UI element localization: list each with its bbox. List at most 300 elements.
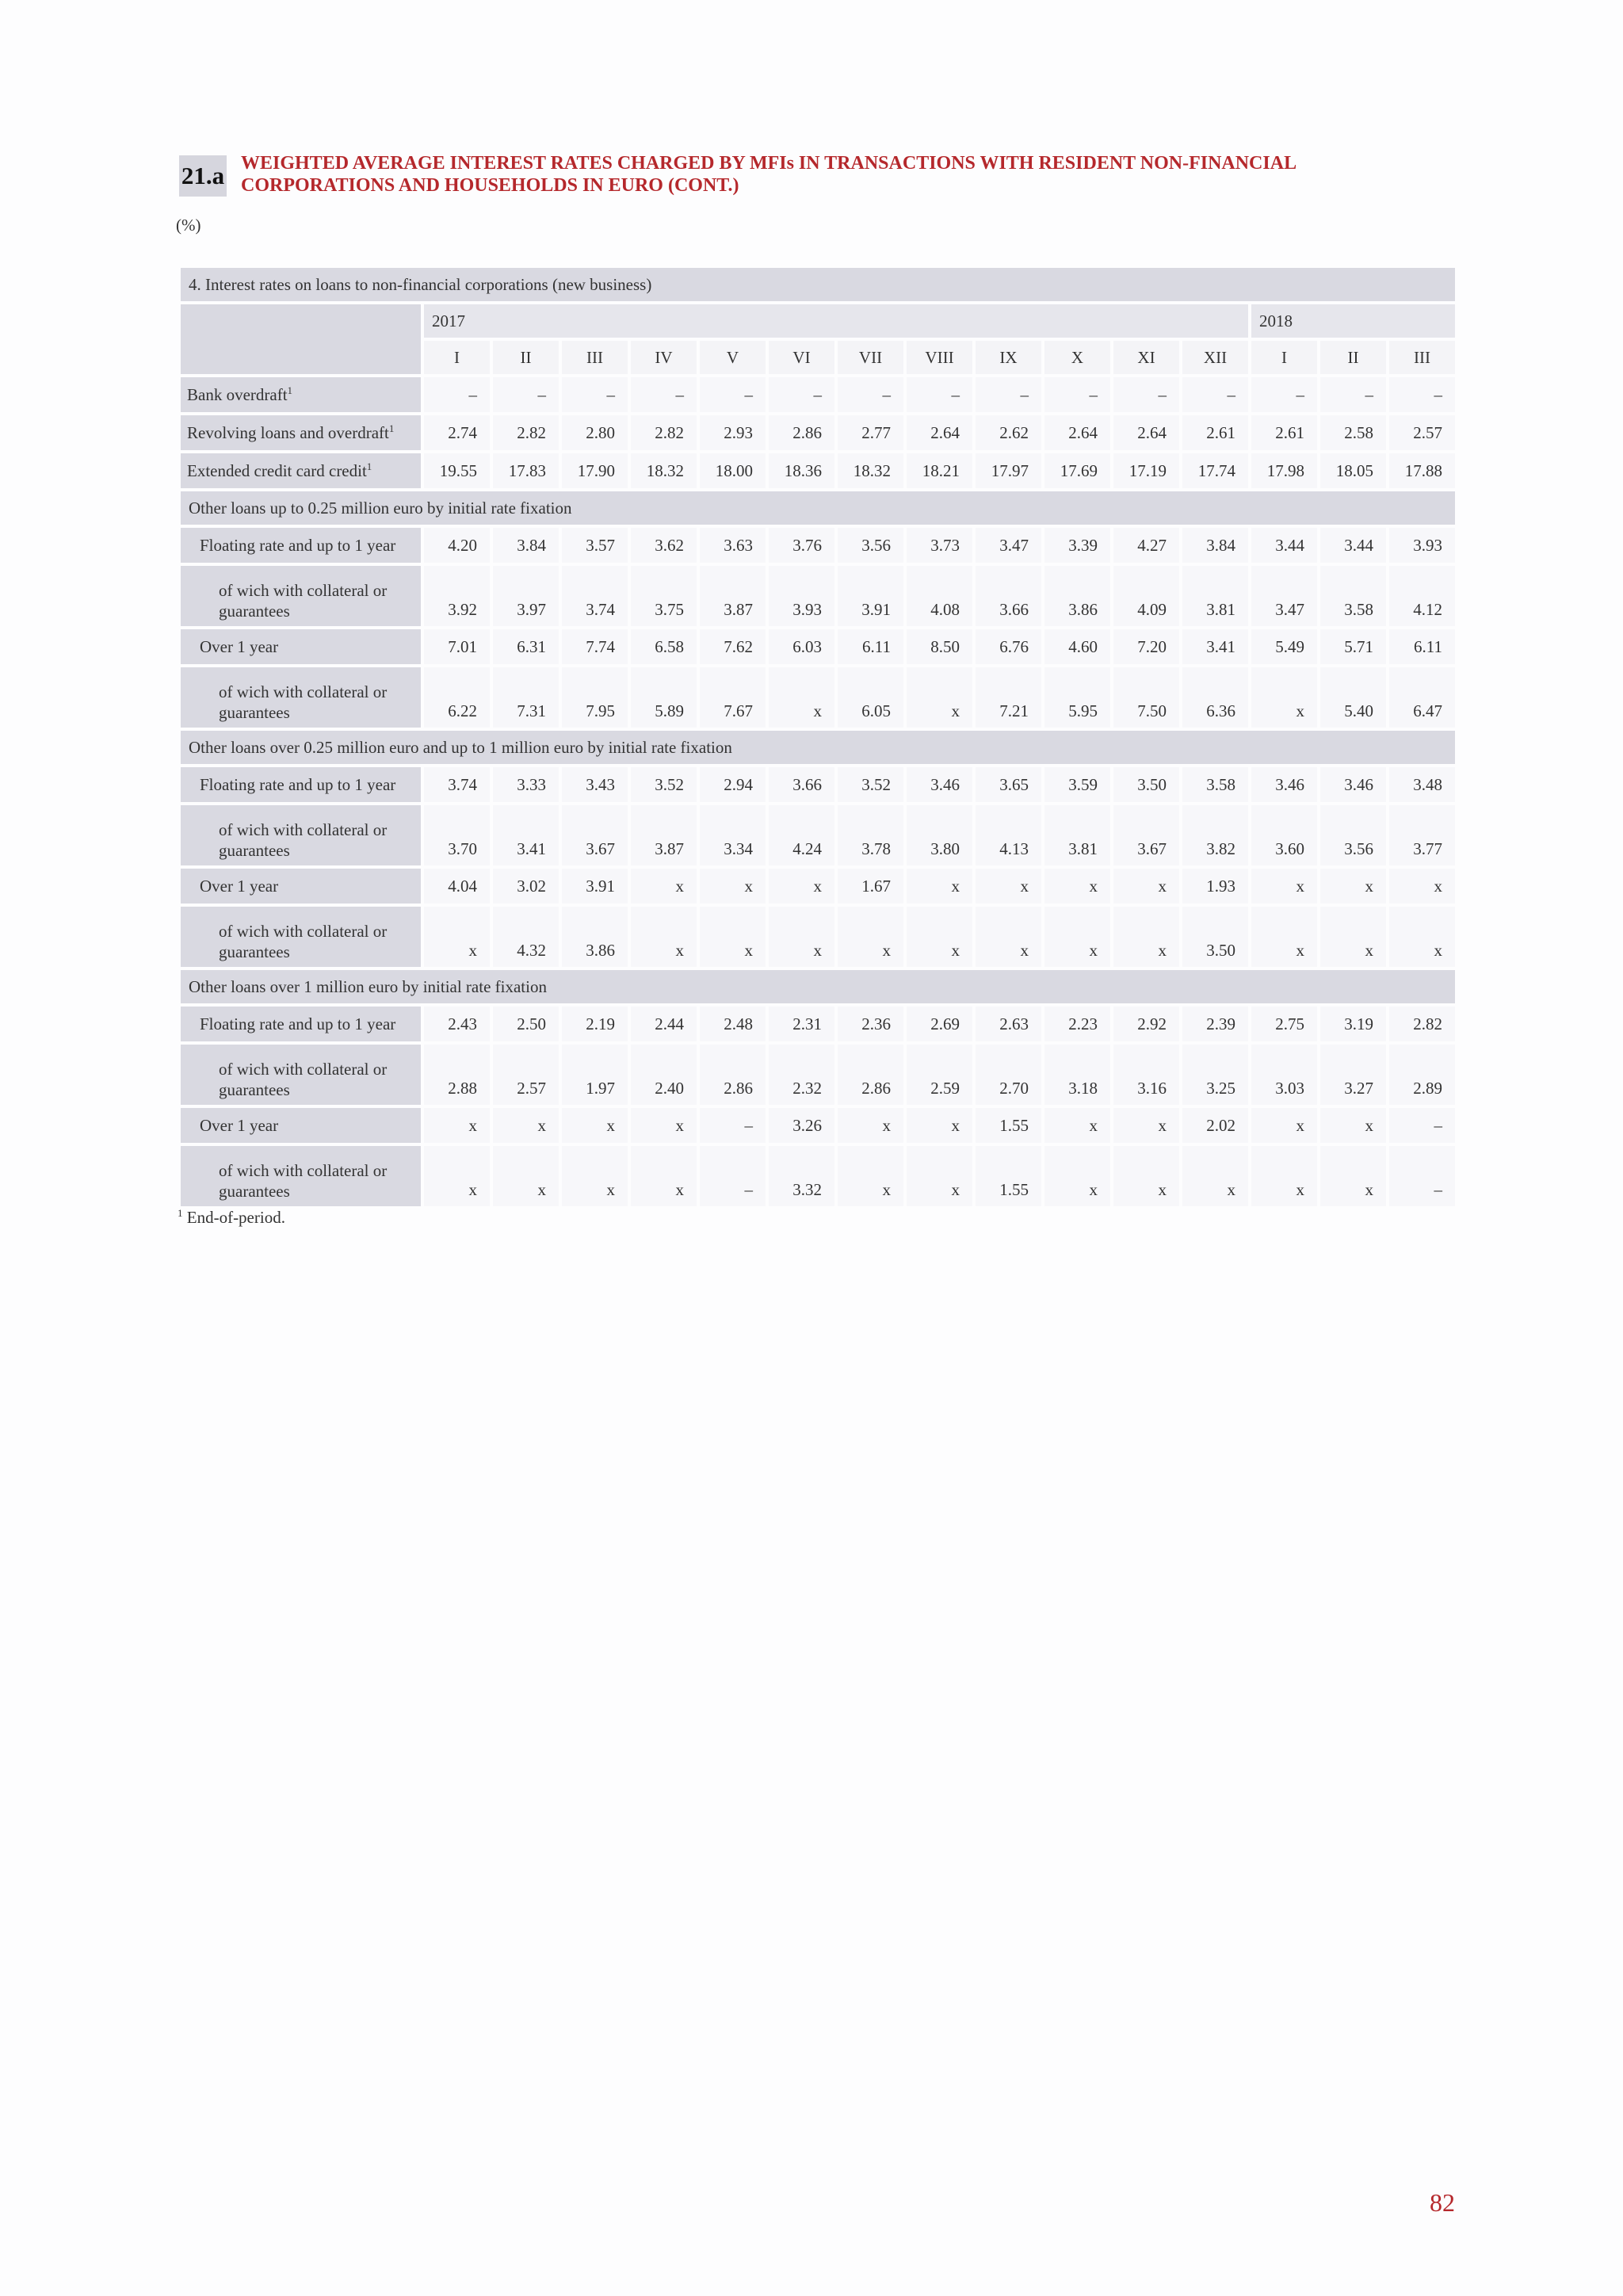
- table-cell: –: [1251, 377, 1317, 412]
- table-row: [181, 1007, 1455, 1041]
- table-cell: 3.82: [1182, 805, 1248, 865]
- row-label: [181, 566, 421, 626]
- table-cell: x: [1251, 667, 1317, 728]
- table-cell: 1.67: [838, 869, 903, 904]
- month-header: VII: [838, 341, 903, 374]
- table-cell: 7.62: [700, 629, 766, 664]
- table-cell: 2.75: [1251, 1007, 1317, 1041]
- table-cell: 3.59: [1044, 767, 1110, 802]
- table-cell: 2.36: [838, 1007, 903, 1041]
- table-cell: 3.46: [1320, 767, 1386, 802]
- table-row: [181, 566, 1455, 626]
- table-cell: 3.63: [700, 528, 766, 563]
- table-cell: 3.81: [1044, 805, 1110, 865]
- table-cell: 5.40: [1320, 667, 1386, 728]
- table-cell: 3.86: [1044, 566, 1110, 626]
- page-number: 82: [1430, 2188, 1455, 2217]
- table-cell: x: [493, 1146, 559, 1206]
- table-number: 21.a: [179, 155, 227, 197]
- footnote-ref: 1: [287, 384, 293, 396]
- table-cell: x: [1113, 869, 1179, 904]
- table-header: [179, 152, 1463, 198]
- row-label-text: Bank overdraft: [187, 385, 288, 404]
- table-cell: x: [1389, 869, 1455, 904]
- table-cell: 5.95: [1044, 667, 1110, 728]
- table-cell: 3.27: [1320, 1045, 1386, 1105]
- table-cell: x: [562, 1108, 628, 1143]
- table-cell: x: [424, 1108, 490, 1143]
- group-title: Other loans over 1 million euro by initial rate fixation: [181, 970, 1455, 1003]
- month-header: III: [1389, 341, 1455, 374]
- table-cell: 1.55: [976, 1108, 1041, 1143]
- footnote-ref: 1: [366, 460, 372, 472]
- table-cell: x: [1113, 1146, 1179, 1206]
- table-cell: 6.11: [838, 629, 903, 664]
- table-cell: 2.61: [1251, 415, 1317, 450]
- month-header: IV: [631, 341, 697, 374]
- table-cell: 3.74: [562, 566, 628, 626]
- table-cell: 2.43: [424, 1007, 490, 1041]
- table-cell: 3.92: [424, 566, 490, 626]
- table-cell: 2.23: [1044, 1007, 1110, 1041]
- row-label: [181, 1146, 421, 1206]
- month-header: VIII: [907, 341, 972, 374]
- table-cell: 3.18: [1044, 1045, 1110, 1105]
- table-title: [241, 152, 1461, 197]
- group-title: Other loans over 0.25 million euro and up to 1 million euro by initial rate fixation: [181, 731, 1455, 764]
- row-label-line: of wich with collateral or: [219, 820, 388, 839]
- table-cell: 2.31: [769, 1007, 834, 1041]
- table-cell: 7.95: [562, 667, 628, 728]
- row-label-line: of wich with collateral or: [219, 682, 388, 701]
- table-row: [181, 629, 1455, 664]
- table-cell: –: [1320, 377, 1386, 412]
- row-label: [181, 1045, 421, 1105]
- table-cell: 1.93: [1182, 869, 1248, 904]
- row-label-text: Over 1 year: [200, 877, 279, 896]
- table-cell: 2.82: [1389, 1007, 1455, 1041]
- table-cell: x: [631, 869, 697, 904]
- table-cell: 6.31: [493, 629, 559, 664]
- section-title: 4. Interest rates on loans to non-financial corporations (new business): [181, 268, 1455, 301]
- table-cell: –: [1044, 377, 1110, 412]
- month-header: III: [562, 341, 628, 374]
- table-cell: 3.34: [700, 805, 766, 865]
- table-cell: 3.02: [493, 869, 559, 904]
- month-header: IX: [976, 341, 1041, 374]
- footnote: [178, 1208, 285, 1228]
- table-cell: 3.81: [1182, 566, 1248, 626]
- footnote-ref: 1: [388, 422, 395, 434]
- table-cell: 18.36: [769, 453, 834, 488]
- table-cell: 2.64: [1113, 415, 1179, 450]
- table-cell: 3.47: [976, 528, 1041, 563]
- table-cell: 2.69: [907, 1007, 972, 1041]
- table-cell: x: [976, 907, 1041, 967]
- table-cell: 18.00: [700, 453, 766, 488]
- row-label: [181, 629, 421, 664]
- table-cell: 2.88: [424, 1045, 490, 1105]
- table-cell: x: [1320, 869, 1386, 904]
- table-cell: 7.67: [700, 667, 766, 728]
- table-cell: –: [769, 377, 834, 412]
- table-cell: 7.31: [493, 667, 559, 728]
- month-header: XII: [1182, 341, 1248, 374]
- table-row: [181, 453, 1455, 488]
- table-cell: x: [838, 1146, 903, 1206]
- table-cell: x: [424, 907, 490, 967]
- table-cell: 3.25: [1182, 1045, 1248, 1105]
- row-label: [181, 667, 421, 728]
- row-label-line: guarantees: [219, 841, 290, 860]
- table-cell: 6.36: [1182, 667, 1248, 728]
- table-cell: 3.60: [1251, 805, 1317, 865]
- table-cell: –: [1389, 377, 1455, 412]
- month-header: VI: [769, 341, 834, 374]
- row-label-text: Extended credit card credit: [187, 461, 367, 480]
- table-cell: x: [907, 869, 972, 904]
- table-cell: 5.49: [1251, 629, 1317, 664]
- table-cell: 2.94: [700, 767, 766, 802]
- unit-label: (%): [176, 216, 201, 235]
- table-cell: 4.20: [424, 528, 490, 563]
- table-cell: 3.46: [1251, 767, 1317, 802]
- table-cell: x: [1320, 907, 1386, 967]
- table-cell: 3.76: [769, 528, 834, 563]
- table-cell: x: [976, 869, 1041, 904]
- row-label-line: of wich with collateral or: [219, 1161, 388, 1180]
- table-cell: –: [1182, 377, 1248, 412]
- table-cell: x: [838, 907, 903, 967]
- table-cell: 4.12: [1389, 566, 1455, 626]
- table-cell: 3.93: [769, 566, 834, 626]
- table-cell: 2.40: [631, 1045, 697, 1105]
- table-cell: 19.55: [424, 453, 490, 488]
- table-cell: 3.56: [838, 528, 903, 563]
- table-cell: 1.97: [562, 1045, 628, 1105]
- table-cell: 3.43: [562, 767, 628, 802]
- table-cell: 3.52: [631, 767, 697, 802]
- table-cell: –: [1389, 1108, 1455, 1143]
- row-label: [181, 869, 421, 904]
- table-cell: 3.03: [1251, 1045, 1317, 1105]
- table-cell: 2.86: [700, 1045, 766, 1105]
- row-label: [181, 805, 421, 865]
- table-cell: 2.70: [976, 1045, 1041, 1105]
- table-cell: 18.32: [631, 453, 697, 488]
- table-cell: 3.78: [838, 805, 903, 865]
- table-cell: 3.86: [562, 907, 628, 967]
- header-corner: [181, 304, 421, 374]
- table-cell: x: [769, 907, 834, 967]
- row-label: [181, 907, 421, 967]
- footnote-text: End-of-period.: [186, 1208, 285, 1227]
- table-row: [181, 415, 1455, 450]
- table-row: [181, 528, 1455, 563]
- table-cell: 4.04: [424, 869, 490, 904]
- table-cell: 6.47: [1389, 667, 1455, 728]
- month-header: I: [1251, 341, 1317, 374]
- table-cell: 3.26: [769, 1108, 834, 1143]
- table-cell: –: [700, 1146, 766, 1206]
- table-cell: 2.64: [907, 415, 972, 450]
- table-cell: 7.74: [562, 629, 628, 664]
- table-cell: 17.97: [976, 453, 1041, 488]
- table-cell: –: [562, 377, 628, 412]
- table-cell: 4.24: [769, 805, 834, 865]
- table-cell: x: [1044, 1108, 1110, 1143]
- table-cell: –: [838, 377, 903, 412]
- table-cell: 4.27: [1113, 528, 1179, 563]
- table-cell: 2.74: [424, 415, 490, 450]
- row-label: [181, 1108, 421, 1143]
- month-header: I: [424, 341, 490, 374]
- table-cell: 3.87: [700, 566, 766, 626]
- table-cell: x: [1251, 907, 1317, 967]
- year-2017: 2017: [424, 304, 1248, 338]
- table-cell: x: [700, 907, 766, 967]
- table-cell: x: [769, 667, 834, 728]
- table-cell: 6.58: [631, 629, 697, 664]
- table-cell: 1.55: [976, 1146, 1041, 1206]
- year-header-row: [181, 304, 1455, 338]
- table-cell: x: [1251, 869, 1317, 904]
- table-cell: x: [907, 667, 972, 728]
- table-row: [181, 1045, 1455, 1105]
- table-row: [181, 1108, 1455, 1143]
- table-cell: 3.62: [631, 528, 697, 563]
- group-title-row: [181, 491, 1455, 525]
- table-cell: 7.50: [1113, 667, 1179, 728]
- table-row: [181, 1146, 1455, 1206]
- row-label-text: Floating rate and up to 1 year: [200, 536, 396, 555]
- table-cell: 3.67: [562, 805, 628, 865]
- table-cell: 2.82: [631, 415, 697, 450]
- row-label-line: guarantees: [219, 1182, 290, 1201]
- table-cell: 17.74: [1182, 453, 1248, 488]
- year-2018: 2018: [1251, 304, 1455, 338]
- table-cell: 6.76: [976, 629, 1041, 664]
- table-cell: x: [769, 869, 834, 904]
- table-cell: 4.08: [907, 566, 972, 626]
- table-cell: x: [1251, 1146, 1317, 1206]
- table-cell: x: [1320, 1146, 1386, 1206]
- table-cell: 6.22: [424, 667, 490, 728]
- table-cell: 18.21: [907, 453, 972, 488]
- table-cell: 3.93: [1389, 528, 1455, 563]
- table-cell: 3.80: [907, 805, 972, 865]
- table-cell: x: [838, 1108, 903, 1143]
- table-cell: x: [1320, 1108, 1386, 1143]
- table-cell: 3.84: [1182, 528, 1248, 563]
- table-cell: 4.60: [1044, 629, 1110, 664]
- table-cell: 4.13: [976, 805, 1041, 865]
- table-cell: 3.41: [1182, 629, 1248, 664]
- table-cell: 2.57: [493, 1045, 559, 1105]
- table-row: [181, 907, 1455, 967]
- table-cell: 3.91: [562, 869, 628, 904]
- table-cell: 2.89: [1389, 1045, 1455, 1105]
- month-header: X: [1044, 341, 1110, 374]
- table-cell: x: [1182, 1146, 1248, 1206]
- month-header: II: [1320, 341, 1386, 374]
- row-label-text: Over 1 year: [200, 637, 279, 656]
- table-cell: 3.67: [1113, 805, 1179, 865]
- group-title-row: [181, 970, 1455, 1003]
- table-cell: 3.70: [424, 805, 490, 865]
- table-cell: 7.20: [1113, 629, 1179, 664]
- table-cell: 6.03: [769, 629, 834, 664]
- table-cell: 2.58: [1320, 415, 1386, 450]
- table-cell: 3.66: [976, 566, 1041, 626]
- table-cell: 3.48: [1389, 767, 1455, 802]
- footnote-marker: 1: [178, 1207, 183, 1219]
- row-label-line: guarantees: [219, 602, 290, 621]
- table-cell: x: [631, 1108, 697, 1143]
- table-cell: 3.65: [976, 767, 1041, 802]
- row-label: [181, 453, 421, 488]
- table-cell: 17.88: [1389, 453, 1455, 488]
- table-cell: 2.82: [493, 415, 559, 450]
- table-cell: 7.01: [424, 629, 490, 664]
- row-label-text: Floating rate and up to 1 year: [200, 775, 396, 794]
- table-cell: 2.86: [838, 1045, 903, 1105]
- row-label-line: of wich with collateral or: [219, 922, 388, 941]
- table-cell: x: [631, 1146, 697, 1206]
- table-cell: 17.83: [493, 453, 559, 488]
- table-cell: 3.46: [907, 767, 972, 802]
- row-label: [181, 528, 421, 563]
- table-cell: 2.62: [976, 415, 1041, 450]
- table-cell: 3.87: [631, 805, 697, 865]
- row-label-text: Over 1 year: [200, 1116, 279, 1135]
- table-cell: 3.33: [493, 767, 559, 802]
- table-cell: 3.50: [1113, 767, 1179, 802]
- table-cell: 3.52: [838, 767, 903, 802]
- table-cell: x: [1044, 869, 1110, 904]
- table-cell: x: [562, 1146, 628, 1206]
- table-cell: x: [1389, 907, 1455, 967]
- table-cell: 3.56: [1320, 805, 1386, 865]
- table-cell: 5.71: [1320, 629, 1386, 664]
- table-cell: 2.57: [1389, 415, 1455, 450]
- table-cell: 2.50: [493, 1007, 559, 1041]
- row-label-line: guarantees: [219, 1080, 290, 1099]
- table-cell: 4.32: [493, 907, 559, 967]
- table-cell: x: [1044, 907, 1110, 967]
- table-cell: 3.47: [1251, 566, 1317, 626]
- title-line-2: CORPORATIONS AND HOUSEHOLDS IN EURO (CONT.): [241, 175, 739, 196]
- table-cell: 18.05: [1320, 453, 1386, 488]
- table-cell: 2.59: [907, 1045, 972, 1105]
- table-cell: –: [424, 377, 490, 412]
- table-cell: 3.41: [493, 805, 559, 865]
- table-cell: 2.80: [562, 415, 628, 450]
- table-cell: 3.97: [493, 566, 559, 626]
- table-cell: –: [631, 377, 697, 412]
- table-cell: x: [907, 1108, 972, 1143]
- table-cell: –: [700, 377, 766, 412]
- table-cell: 2.92: [1113, 1007, 1179, 1041]
- table-cell: 17.69: [1044, 453, 1110, 488]
- table-cell: 17.19: [1113, 453, 1179, 488]
- row-label-line: of wich with collateral or: [219, 1060, 388, 1079]
- table-cell: x: [700, 869, 766, 904]
- group-title: Other loans up to 0.25 million euro by initial rate fixation: [181, 491, 1455, 525]
- table-cell: 3.32: [769, 1146, 834, 1206]
- table-cell: x: [1044, 1146, 1110, 1206]
- table-cell: 2.64: [1044, 415, 1110, 450]
- row-label: [181, 415, 421, 450]
- group-title-row: [181, 731, 1455, 764]
- table-cell: –: [1113, 377, 1179, 412]
- table-cell: 3.91: [838, 566, 903, 626]
- table-cell: 2.93: [700, 415, 766, 450]
- table-cell: x: [907, 907, 972, 967]
- table-cell: 3.74: [424, 767, 490, 802]
- table-cell: 3.39: [1044, 528, 1110, 563]
- table-cell: 2.86: [769, 415, 834, 450]
- table-cell: 7.21: [976, 667, 1041, 728]
- section-title-row: [181, 268, 1455, 301]
- table-cell: –: [1389, 1146, 1455, 1206]
- month-header: V: [700, 341, 766, 374]
- month-header: II: [493, 341, 559, 374]
- table-cell: 2.77: [838, 415, 903, 450]
- table-cell: 3.19: [1320, 1007, 1386, 1041]
- table-cell: 8.50: [907, 629, 972, 664]
- table-cell: 2.48: [700, 1007, 766, 1041]
- table-cell: 3.73: [907, 528, 972, 563]
- table-cell: 5.89: [631, 667, 697, 728]
- table-cell: 2.39: [1182, 1007, 1248, 1041]
- table-cell: 3.44: [1251, 528, 1317, 563]
- table-cell: x: [907, 1146, 972, 1206]
- row-label-line: guarantees: [219, 942, 290, 961]
- table-cell: –: [700, 1108, 766, 1143]
- row-label-text: Floating rate and up to 1 year: [200, 1014, 396, 1033]
- table-cell: 3.50: [1182, 907, 1248, 967]
- table-cell: 2.19: [562, 1007, 628, 1041]
- row-label: [181, 1007, 421, 1041]
- table-cell: x: [631, 907, 697, 967]
- table-cell: 3.57: [562, 528, 628, 563]
- table-cell: –: [907, 377, 972, 412]
- table-row: [181, 869, 1455, 904]
- row-label: [181, 377, 421, 412]
- table-cell: 3.84: [493, 528, 559, 563]
- title-line-1: WEIGHTED AVERAGE INTEREST RATES CHARGED BY MFIs IN TRANSACTIONS WITH RESIDENT NON-FINANCIAL: [241, 153, 1297, 174]
- table-cell: 2.63: [976, 1007, 1041, 1041]
- table-cell: x: [493, 1108, 559, 1143]
- table-cell: 6.11: [1389, 629, 1455, 664]
- table-cell: x: [1251, 1108, 1317, 1143]
- table-cell: 17.98: [1251, 453, 1317, 488]
- table-cell: 2.02: [1182, 1108, 1248, 1143]
- table-cell: 6.05: [838, 667, 903, 728]
- table-cell: x: [1113, 907, 1179, 967]
- table-cell: 2.44: [631, 1007, 697, 1041]
- table-cell: 2.32: [769, 1045, 834, 1105]
- row-label-line: guarantees: [219, 703, 290, 722]
- table-cell: 4.09: [1113, 566, 1179, 626]
- table-row: [181, 805, 1455, 865]
- table-cell: 3.44: [1320, 528, 1386, 563]
- table-row: [181, 667, 1455, 728]
- table-cell: 3.58: [1320, 566, 1386, 626]
- row-label: [181, 767, 421, 802]
- row-label-text: Revolving loans and overdraft: [187, 423, 389, 442]
